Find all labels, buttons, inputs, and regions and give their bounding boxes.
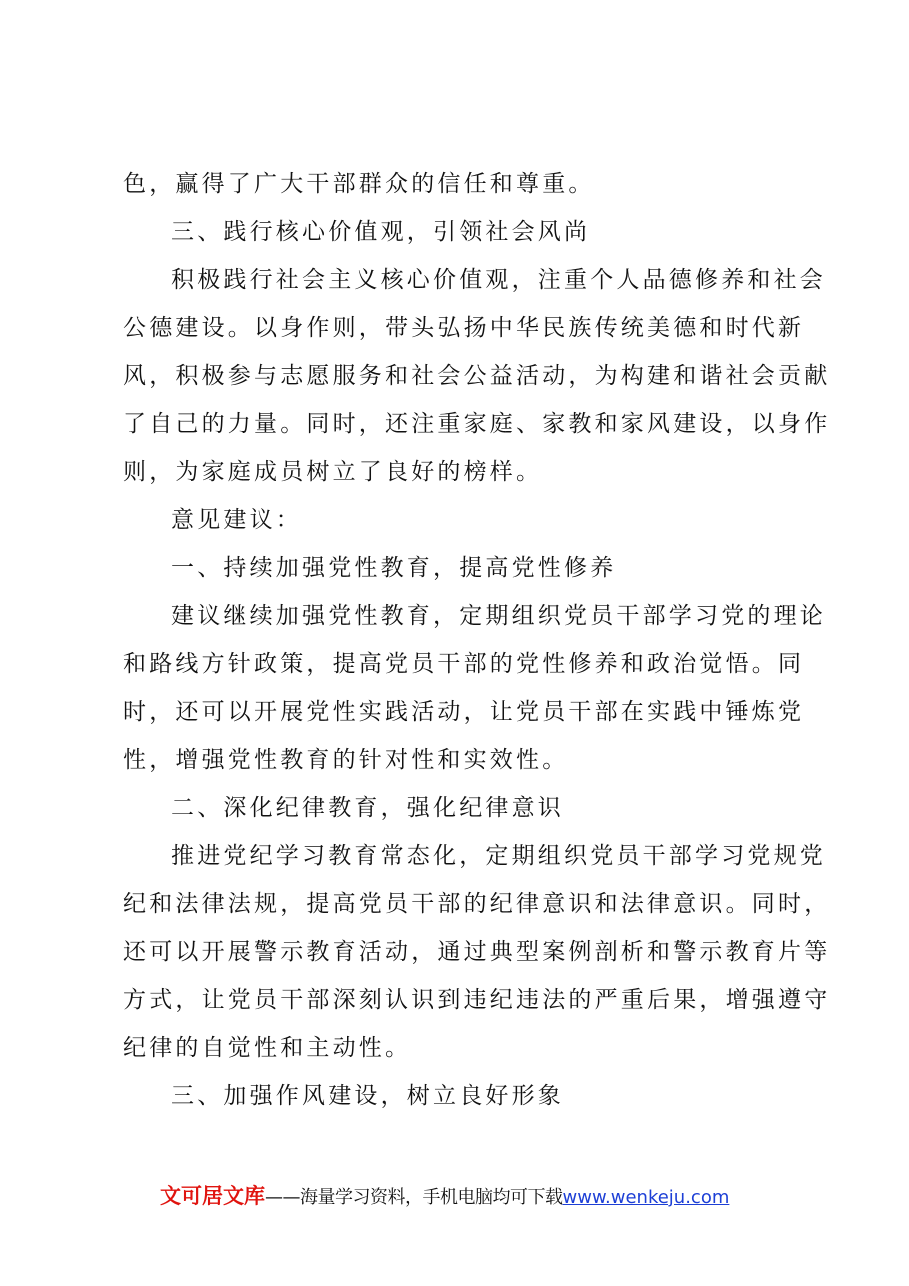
text-line: 建议继续加强党性教育，定期组织党员干部学习党的理论 — [171, 603, 826, 629]
text-line: 和路线方针政策，提高党员干部的党性修养和政治觉悟。同 — [123, 651, 805, 677]
footer-link[interactable]: www.wenkeju.com — [562, 1187, 730, 1208]
footer-tagline: ——海量学习资料，手机电脑均可下载 — [265, 1187, 563, 1208]
footer-brand: 文可居文库 — [160, 1184, 265, 1208]
text-line: 一、持续加强党性教育，提高党性修养 — [171, 555, 617, 581]
text-line: 积极践行社会主义核心价值观，注重个人品德修养和社会 — [171, 267, 826, 293]
footer-banner — [160, 1180, 800, 1212]
text-line: 公德建设。以身作则，带头弘扬中华民族传统美德和时代新 — [123, 315, 805, 341]
text-line: 则，为家庭成员树立了良好的榜样。 — [123, 459, 543, 485]
text-line: 推进党纪学习教育常态化，定期组织党员干部学习党规党 — [171, 843, 826, 869]
text-line: 风，积极参与志愿服务和社会公益活动，为构建和谐社会贡献 — [123, 363, 831, 389]
text-line: 色，赢得了广大干部群众的信任和尊重。 — [123, 171, 595, 197]
text-line: 意见建议： — [171, 507, 302, 533]
text-line: 二、深化纪律教育，强化纪律意识 — [171, 795, 564, 821]
text-line: 三、加强作风建设，树立良好形象 — [171, 1083, 564, 1109]
text-line: 纪律的自觉性和主动性。 — [123, 1035, 412, 1061]
text-line: 方式，让党员干部深刻认识到违纪违法的严重后果，增强遵守 — [123, 987, 831, 1013]
text-line: 性，增强党性教育的针对性和实效性。 — [123, 747, 569, 773]
text-line: 三、践行核心价值观，引领社会风尚 — [171, 219, 591, 245]
text-line: 还可以开展警示教育活动，通过典型案例剖析和警示教育片等 — [123, 939, 831, 965]
text-line: 时，还可以开展党性实践活动，让党员干部在实践中锤炼党 — [123, 699, 805, 725]
text-line: 了自己的力量。同时，还注重家庭、家教和家风建设，以身作 — [123, 411, 831, 437]
document-body — [123, 160, 831, 1120]
text-line: 纪和法律法规，提高党员干部的纪律意识和法律意识。同时， — [123, 891, 831, 917]
